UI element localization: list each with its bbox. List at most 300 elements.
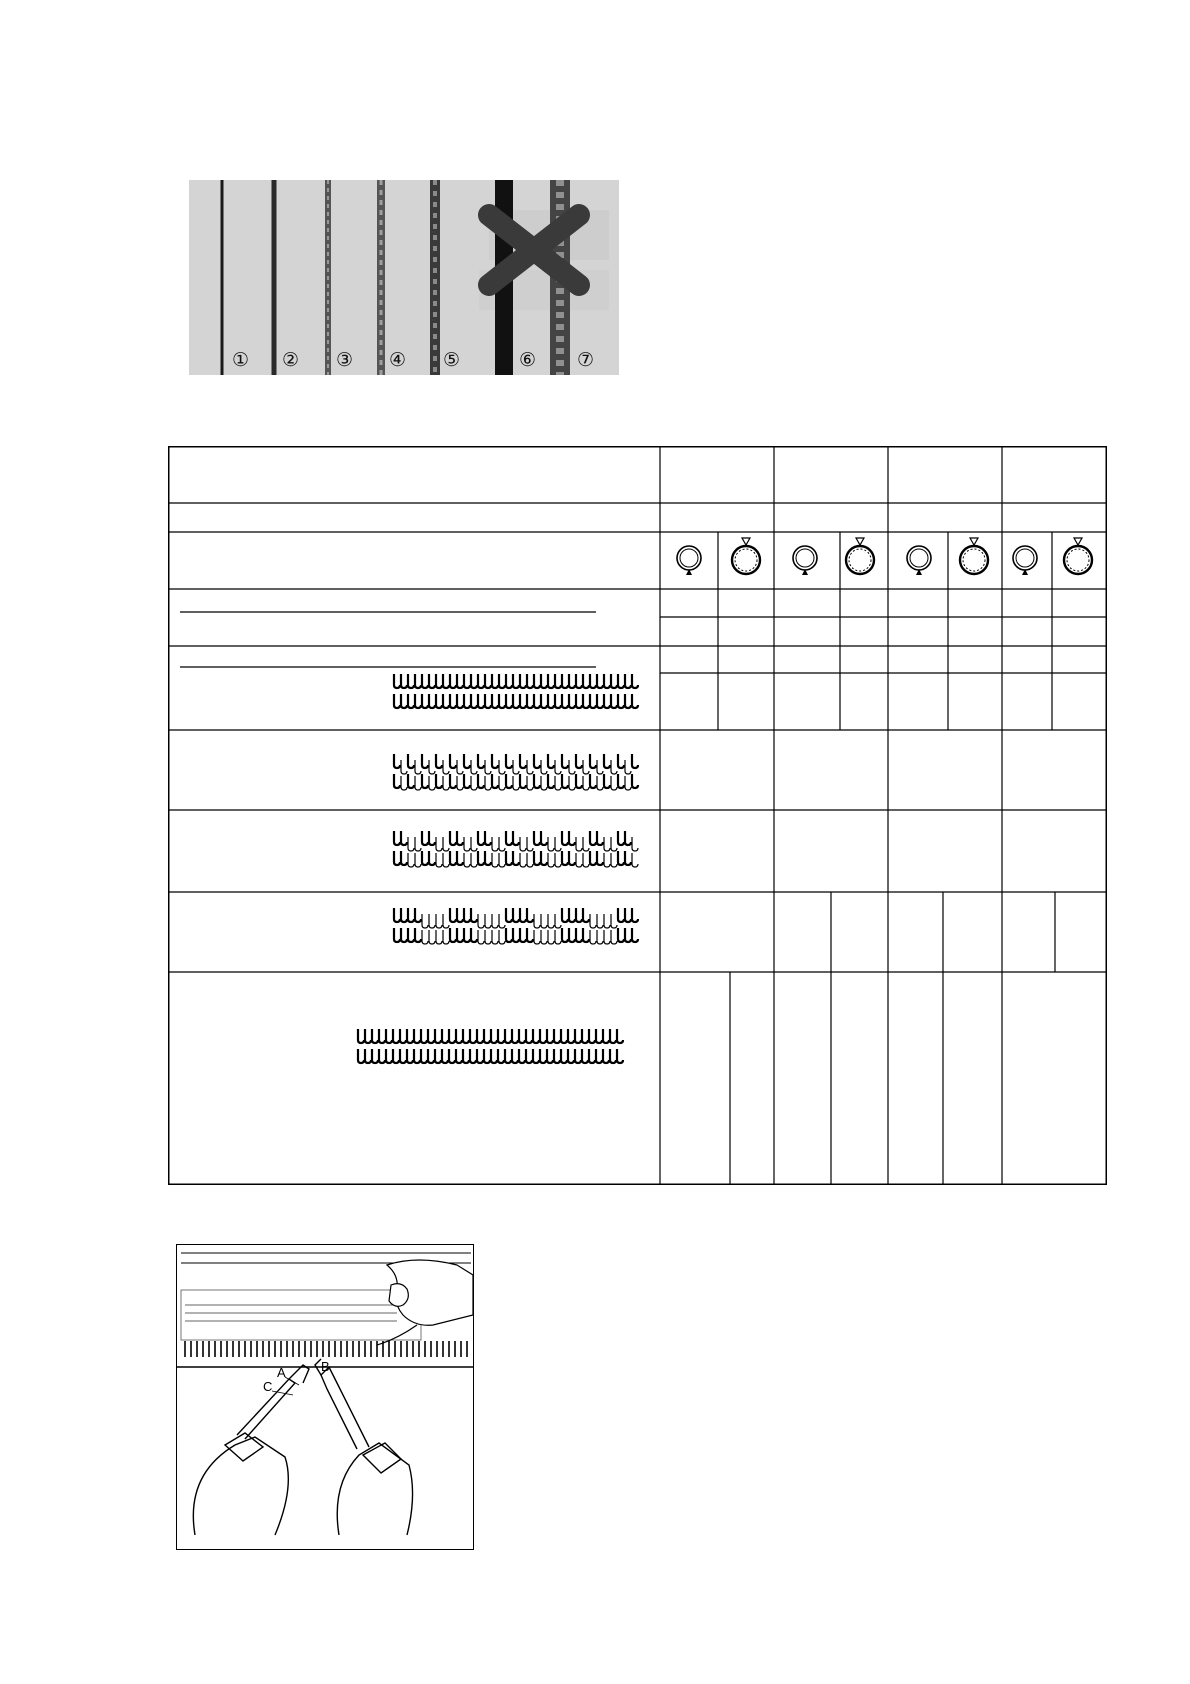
needle-hook [555, 853, 561, 867]
needle-hook [478, 851, 484, 865]
needle-hook [401, 694, 407, 708]
needle-hook [372, 1029, 378, 1043]
needle-hook [527, 837, 533, 851]
needle-hook [611, 914, 617, 928]
needle-hook [590, 674, 596, 688]
needle-hook [617, 1029, 623, 1043]
needle-hook [492, 930, 498, 944]
needle-hook [499, 674, 505, 688]
needle-hook [576, 754, 582, 768]
needle-hook [597, 776, 603, 790]
needle-hook [541, 851, 547, 865]
needle-hook [632, 853, 638, 867]
needle-hook [562, 774, 568, 788]
needle-hook [443, 930, 449, 944]
needle-hook [533, 1029, 539, 1043]
needle-hook [618, 754, 624, 768]
needle-hook [471, 674, 477, 688]
needle-hook [422, 774, 428, 788]
needle-hook [583, 674, 589, 688]
needle-hook [534, 774, 540, 788]
needle-hook [415, 928, 421, 942]
needle-hook [492, 914, 498, 928]
needle-hook [575, 1029, 581, 1043]
needle-hook [442, 1029, 448, 1043]
needle-hook [625, 908, 631, 922]
needle-hook [632, 694, 638, 708]
needle-hook [450, 754, 456, 768]
needle-hook [534, 914, 540, 928]
needle-hook [414, 1029, 420, 1043]
needle-hook [421, 1049, 427, 1063]
needle-hook [548, 930, 554, 944]
needle-hook [604, 674, 610, 688]
needle-hook [436, 754, 442, 768]
needle-hook [590, 694, 596, 708]
needle-hook [499, 760, 505, 774]
label-b: B [321, 1359, 330, 1374]
needle-hook [583, 853, 589, 867]
needle-hook [415, 674, 421, 688]
needle-hook [492, 694, 498, 708]
needle-hook [471, 853, 477, 867]
needle-hook [499, 853, 505, 867]
needle-hook [589, 1049, 595, 1063]
needle-hook [429, 694, 435, 708]
yarn-label-4: ④ [389, 349, 407, 371]
needle-hook [456, 1049, 462, 1063]
needle-hook [408, 908, 414, 922]
needle-hook [548, 853, 554, 867]
needle-hook [561, 1049, 567, 1063]
needle-hook [400, 1029, 406, 1043]
needle-hook [506, 694, 512, 708]
needle-hook [541, 694, 547, 708]
needle-hook [562, 851, 568, 865]
needle-hook [422, 851, 428, 865]
needle-hook [365, 1049, 371, 1063]
needle-hook [485, 760, 491, 774]
needle-hook [520, 754, 526, 768]
needle-hook [513, 908, 519, 922]
needle-hook [625, 694, 631, 708]
needle-hook [541, 760, 547, 774]
needle-hook [513, 831, 519, 845]
needle-hook [379, 1049, 385, 1063]
needle-hook [457, 851, 463, 865]
sinker-plain-icon [907, 546, 931, 575]
needle-hook [527, 760, 533, 774]
needle-hook [505, 1029, 511, 1043]
needle-hook [604, 754, 610, 768]
needle-hook [401, 760, 407, 774]
needle-hook [527, 928, 533, 942]
needle-hook [499, 930, 505, 944]
needle-hook [422, 694, 428, 708]
needle-hook [590, 831, 596, 845]
needle-hook [499, 914, 505, 928]
needle-hook [604, 774, 610, 788]
needle-hook [471, 837, 477, 851]
needle-hook [512, 1049, 518, 1063]
needle-hook [576, 774, 582, 788]
needle-hook [408, 928, 414, 942]
needle-hook [590, 914, 596, 928]
needle-hook [401, 851, 407, 865]
needle-hook [527, 908, 533, 922]
needle-hook [582, 1029, 588, 1043]
needle-arrangement-full-icon [358, 1029, 623, 1063]
needle-hook [408, 853, 414, 867]
needle-hook [583, 928, 589, 942]
needle-hook [506, 754, 512, 768]
needle-hook [471, 928, 477, 942]
needle-hook [555, 674, 561, 688]
needle-hook [408, 694, 414, 708]
needle-hook [603, 1049, 609, 1063]
needle-hook [611, 930, 617, 944]
needle-hook [520, 774, 526, 788]
needle-hook [485, 831, 491, 845]
needle-hook [463, 1049, 469, 1063]
needle-hook [464, 674, 470, 688]
needle-hook [464, 853, 470, 867]
needle-hook [597, 831, 603, 845]
needle-hook [485, 776, 491, 790]
needle-hook [401, 908, 407, 922]
needle-hook [554, 1029, 560, 1043]
needle-hook [583, 760, 589, 774]
needle-hook [506, 674, 512, 688]
needle-hook [513, 760, 519, 774]
sinker-plain-icon [1013, 546, 1037, 575]
needle-hook [617, 1049, 623, 1063]
needle-hook [436, 837, 442, 851]
needle-hook [561, 1029, 567, 1043]
needle-hook [422, 930, 428, 944]
needle-hook [583, 837, 589, 851]
needle-hook [499, 694, 505, 708]
yarn-label-7: ⑦ [577, 349, 595, 371]
needle-hook [555, 776, 561, 790]
needle-hook [450, 774, 456, 788]
needle-hook [386, 1029, 392, 1043]
needle-hook [541, 914, 547, 928]
machine-bed-needles [185, 1341, 467, 1357]
needle-hook [478, 754, 484, 768]
needle-hook [415, 853, 421, 867]
needle-hook [478, 831, 484, 845]
needle-hook [394, 831, 400, 845]
needle-hook [534, 930, 540, 944]
needle-hook [618, 694, 624, 708]
needle-hook [393, 1029, 399, 1043]
needle-hook [597, 760, 603, 774]
needle-hook [506, 928, 512, 942]
yarn-label-6: ⑥ [519, 349, 537, 371]
needle-hook [429, 831, 435, 845]
needle-hook [471, 694, 477, 708]
needle-hook [415, 776, 421, 790]
needle-hook [568, 1049, 574, 1063]
needle-hook [520, 837, 526, 851]
needle-hook [506, 774, 512, 788]
needle-hook [575, 1049, 581, 1063]
needle-hook [625, 760, 631, 774]
needle-hook [576, 694, 582, 708]
needle-hook [429, 760, 435, 774]
needle-hook [527, 776, 533, 790]
needle-hook [464, 908, 470, 922]
needle-hook [555, 837, 561, 851]
needle-hook [484, 1029, 490, 1043]
needle-hook [492, 837, 498, 851]
needle-hook [625, 831, 631, 845]
needle-hook [569, 928, 575, 942]
needle-hook [513, 776, 519, 790]
needle-hook [477, 1049, 483, 1063]
needle-hook [491, 1029, 497, 1043]
needle-hook [435, 1049, 441, 1063]
needle-hook [541, 930, 547, 944]
sinker-dotted-icon [1064, 538, 1092, 574]
needle-arrangement-alternate-icon [394, 754, 638, 790]
needle-hook [611, 760, 617, 774]
needle-hook [569, 694, 575, 708]
needle-hook [520, 928, 526, 942]
needle-hook [534, 754, 540, 768]
needle-hook [618, 831, 624, 845]
needle-hook [443, 853, 449, 867]
needle-hook [401, 928, 407, 942]
needle-hook [478, 930, 484, 944]
needle-hook [485, 851, 491, 865]
needle-hook [569, 674, 575, 688]
needle-hook [358, 1029, 364, 1043]
needle-hook [394, 774, 400, 788]
needle-hook [604, 930, 610, 944]
needle-hook [520, 853, 526, 867]
needle-hook [583, 694, 589, 708]
needle-hook [484, 1049, 490, 1063]
needle-hook [506, 831, 512, 845]
needle-hook [519, 1049, 525, 1063]
needle-hook [604, 694, 610, 708]
needle-hook [485, 674, 491, 688]
needle-hook [569, 908, 575, 922]
needle-hook [562, 674, 568, 688]
needle-hook [471, 760, 477, 774]
needle-hook [603, 1029, 609, 1043]
needle-hook [625, 851, 631, 865]
needle-hook [569, 760, 575, 774]
needle-hook [386, 1049, 392, 1063]
needle-hook [604, 837, 610, 851]
needle-hook [527, 853, 533, 867]
needle-hook [576, 908, 582, 922]
needle-hook [450, 674, 456, 688]
needle-hook [470, 1049, 476, 1063]
needle-hook [597, 674, 603, 688]
needle-hook [442, 1049, 448, 1063]
needle-hook [492, 774, 498, 788]
needle-hook [422, 914, 428, 928]
needle-hook [590, 851, 596, 865]
needle-hook [436, 930, 442, 944]
needle-hook [414, 1049, 420, 1063]
needle-hook [520, 908, 526, 922]
needle-hook [435, 1029, 441, 1043]
needle-hook [625, 674, 631, 688]
needle-hook [415, 760, 421, 774]
needle-hook [562, 831, 568, 845]
yarn-label-1: ① [232, 349, 250, 371]
needle-hook [401, 776, 407, 790]
needle-hook [610, 1049, 616, 1063]
needle-hook [394, 928, 400, 942]
needle-hook [429, 930, 435, 944]
needle-hook [443, 914, 449, 928]
needle-hook [590, 774, 596, 788]
needle-hook [477, 1029, 483, 1043]
needle-hook [408, 754, 414, 768]
needle-hook [408, 837, 414, 851]
needle-hook [456, 1029, 462, 1043]
needle-hook [632, 774, 638, 788]
transfer-tool-icon [193, 1359, 412, 1535]
sinker-icons-row [677, 538, 1092, 575]
needle-hook [443, 837, 449, 851]
sinker-plain-icon [793, 546, 817, 575]
needle-hook [478, 674, 484, 688]
needle-hook [618, 928, 624, 942]
needle-hook [443, 694, 449, 708]
yarn-thickness-photo [189, 180, 619, 375]
needle-hook [548, 914, 554, 928]
knitting-machine-illustration [176, 1244, 474, 1550]
needle-hook [576, 674, 582, 688]
needle-hook [498, 1049, 504, 1063]
needle-hook [478, 694, 484, 708]
needle-hook [407, 1029, 413, 1043]
label-c: C [263, 1379, 273, 1394]
needle-hook [436, 674, 442, 688]
needle-arrangement-4x4-icon [394, 908, 638, 944]
needle-hook [429, 674, 435, 688]
settings-table [168, 446, 1107, 1185]
needle-hook [499, 837, 505, 851]
needle-hook [526, 1049, 532, 1063]
needle-hook [540, 1049, 546, 1063]
needle-hook [625, 776, 631, 790]
needle-hook [547, 1049, 553, 1063]
needle-hook [365, 1029, 371, 1043]
needle-hook [470, 1029, 476, 1043]
needle-hook [478, 914, 484, 928]
yarn-label-3: ③ [336, 349, 354, 371]
needle-hook [534, 851, 540, 865]
needle-hook [604, 853, 610, 867]
needle-hook [457, 928, 463, 942]
needle-hook [394, 674, 400, 688]
needle-hook [611, 694, 617, 708]
needle-hook [471, 776, 477, 790]
needle-hook [457, 908, 463, 922]
needle-hook [520, 674, 526, 688]
needle-hook [401, 831, 407, 845]
needle-hook [576, 853, 582, 867]
needle-hook [526, 1029, 532, 1043]
needle-hook [534, 694, 540, 708]
needle-hook [491, 1049, 497, 1063]
needle-hook [548, 754, 554, 768]
needle-hook [415, 694, 421, 708]
needle-hook [408, 674, 414, 688]
needle-hook [597, 694, 603, 708]
needle-hook [358, 1049, 364, 1063]
hand-icon [377, 1260, 473, 1345]
yarn-label-5: ⑤ [443, 349, 461, 371]
needle-hook [443, 674, 449, 688]
needle-hook [464, 774, 470, 788]
needle-hook [415, 908, 421, 922]
label-a: A [277, 1365, 286, 1380]
needle-hook [548, 694, 554, 708]
needle-hook [394, 908, 400, 922]
needle-hook [590, 754, 596, 768]
needle-hook [513, 928, 519, 942]
needle-hook [590, 930, 596, 944]
needle-hook [569, 851, 575, 865]
needle-hook [548, 674, 554, 688]
needle-hook [569, 776, 575, 790]
needle-hook [436, 774, 442, 788]
needle-hook [393, 1049, 399, 1063]
needle-hook [519, 1029, 525, 1043]
needle-hook [562, 928, 568, 942]
needle-hook [436, 694, 442, 708]
needle-hook [457, 694, 463, 708]
needle-hook [597, 851, 603, 865]
needle-hook [436, 853, 442, 867]
needle-hook [407, 1049, 413, 1063]
needle-hook [492, 853, 498, 867]
needle-hook [611, 674, 617, 688]
needle-hook [618, 674, 624, 688]
needle-hook [485, 694, 491, 708]
needle-hook [394, 754, 400, 768]
needle-hook [604, 914, 610, 928]
needle-hook [520, 694, 526, 708]
needle-hook [555, 914, 561, 928]
needle-hook [611, 853, 617, 867]
needle-hook [576, 837, 582, 851]
needle-hook [485, 930, 491, 944]
needle-hook [534, 674, 540, 688]
needle-hook [547, 1029, 553, 1043]
needle-hook [485, 914, 491, 928]
needle-arrangement-2x1-icon [394, 831, 638, 867]
needle-hook [568, 1029, 574, 1043]
needle-hook [408, 774, 414, 788]
needle-hook [428, 1029, 434, 1043]
needle-hook [429, 851, 435, 865]
needle-hook [513, 851, 519, 865]
needle-hook [555, 760, 561, 774]
needle-hook [610, 1029, 616, 1043]
needle-hook [422, 831, 428, 845]
needle-hook [421, 1029, 427, 1043]
